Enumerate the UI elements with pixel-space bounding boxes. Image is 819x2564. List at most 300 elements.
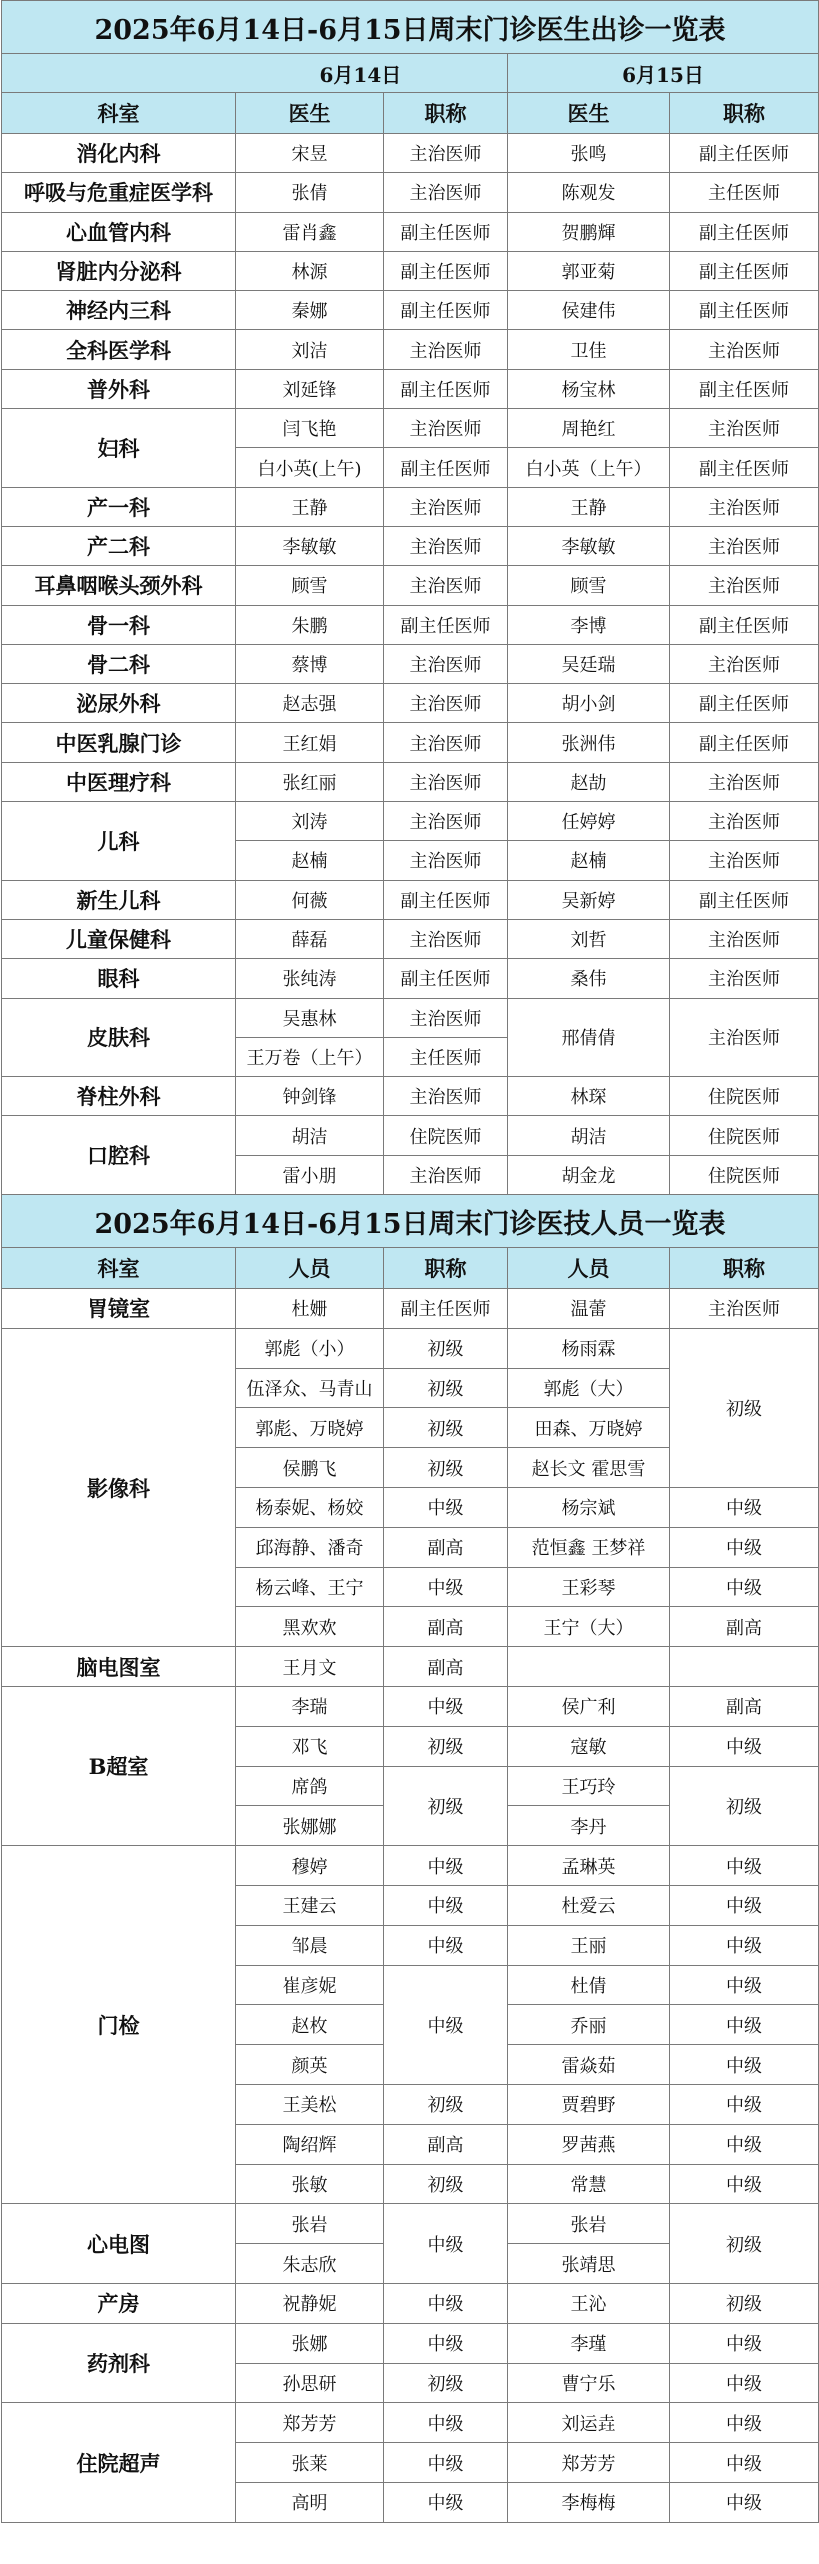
table-cell: 李博 — [508, 605, 670, 644]
table-cell: 赵楠 — [508, 841, 670, 880]
table-cell: 何薇 — [236, 880, 384, 919]
table-cell: 副主任医师 — [384, 212, 508, 251]
table-cell: 住院医师 — [670, 1116, 819, 1155]
table-cell: 主治医师 — [670, 409, 819, 448]
department-cell: 住院超声 — [2, 2403, 236, 2522]
table-cell: 中级 — [384, 2323, 508, 2363]
table-cell: 罗茜燕 — [508, 2124, 670, 2164]
table-cell: 初级 — [384, 1328, 508, 1368]
doctor-row — [2, 605, 819, 644]
table-cell: 初级 — [384, 1448, 508, 1488]
table-cell: 主治医师 — [670, 959, 819, 998]
table-cell: 副主任医师 — [384, 1289, 508, 1329]
table-cell: 郑芳芳 — [508, 2443, 670, 2483]
table-cell: 杜爱云 — [508, 1885, 670, 1925]
table-cell: 颜英 — [236, 2045, 384, 2085]
table-cell: 白小英（上午） — [508, 448, 670, 487]
table-cell: 主治医师 — [670, 998, 819, 1077]
table-cell: 主治医师 — [384, 723, 508, 762]
table-cell: 中级 — [384, 1686, 508, 1726]
table-cell: 初级 — [384, 1368, 508, 1408]
table-cell: 副主任医师 — [670, 291, 819, 330]
table-cell: 主治医师 — [670, 919, 819, 958]
department-cell: 眼科 — [2, 959, 236, 998]
table-cell: 杨宝林 — [508, 369, 670, 408]
table-cell: 孙思研 — [236, 2363, 384, 2403]
table-cell: 主任医师 — [384, 1037, 508, 1076]
department-cell: 新生儿科 — [2, 880, 236, 919]
table-cell: 副主任医师 — [384, 605, 508, 644]
table-cell: 刘洁 — [236, 330, 384, 369]
table-cell: 杨云峰、王宁 — [236, 1567, 384, 1607]
table-cell: 初级 — [670, 2283, 819, 2323]
table-cell: 邢倩倩 — [508, 998, 670, 1077]
table-cell: 张娜 — [236, 2323, 384, 2363]
table-cell: 张娜娜 — [236, 1806, 384, 1846]
table-cell: 侯建伟 — [508, 291, 670, 330]
table-cell: 高明 — [236, 2482, 384, 2522]
table-cell: 王静 — [508, 487, 670, 526]
table-cell: 主治医师 — [384, 1077, 508, 1116]
doctor-row — [2, 684, 819, 723]
table-cell: 中级 — [384, 2283, 508, 2323]
header-title2: 职称 — [670, 1248, 819, 1289]
table-cell: 中级 — [670, 2124, 819, 2164]
department-cell: 神经内三科 — [2, 291, 236, 330]
table-cell: 中级 — [670, 1925, 819, 1965]
table-cell: 主治医师 — [384, 330, 508, 369]
doctor-row — [2, 1116, 819, 1155]
table-cell: 副主任医师 — [670, 684, 819, 723]
header-staff2: 人员 — [508, 1248, 670, 1289]
doctor-row — [2, 526, 819, 565]
table-cell: 中级 — [670, 2045, 819, 2085]
table-cell: 蔡博 — [236, 644, 384, 683]
table-cell: 邹晨 — [236, 1925, 384, 1965]
table-cell: 宋昱 — [236, 134, 384, 173]
table-cell: 副主任医师 — [384, 448, 508, 487]
table-cell: 任婷婷 — [508, 802, 670, 841]
table-cell: 穆婷 — [236, 1846, 384, 1886]
department-cell: 产一科 — [2, 487, 236, 526]
table-cell: 周艳红 — [508, 409, 670, 448]
table-cell: 胡金龙 — [508, 1155, 670, 1194]
table-cell: 桑伟 — [508, 959, 670, 998]
table-cell: 副主任医师 — [670, 605, 819, 644]
table-cell: 郭彪（大） — [508, 1368, 670, 1408]
table-cell: 胡洁 — [236, 1116, 384, 1155]
doctor-row — [2, 330, 819, 369]
table-cell: 田森、万晓婷 — [508, 1408, 670, 1448]
table-cell: 席鸽 — [236, 1766, 384, 1806]
table-cell: 中级 — [384, 1885, 508, 1925]
doctor-row — [2, 880, 819, 919]
table-cell: 吴廷瑞 — [508, 644, 670, 683]
table-cell: 中级 — [384, 2482, 508, 2522]
date-header-row — [2, 54, 819, 93]
table-cell: 乔丽 — [508, 2005, 670, 2045]
department-cell: 消化内科 — [2, 134, 236, 173]
table-cell: 刘哲 — [508, 919, 670, 958]
table-cell: 黑欢欢 — [236, 1607, 384, 1647]
date-day1-cell — [319, 54, 508, 93]
header-title-day1: 职称 — [384, 93, 508, 134]
table-cell: 赵长文 霍思雪 — [508, 1448, 670, 1488]
table-cell: 主治医师 — [384, 409, 508, 448]
table-cell: 雷肖鑫 — [236, 212, 384, 251]
table-cell: 刘涛 — [236, 802, 384, 841]
schedule-document — [1, 0, 818, 2523]
table-cell: 李瑞 — [236, 1686, 384, 1726]
table-cell: 主治医师 — [384, 566, 508, 605]
table-cell: 中级 — [384, 2443, 508, 2483]
table-cell: 李敏敏 — [236, 526, 384, 565]
table-cell: 中级 — [384, 1846, 508, 1886]
department-cell: 脑电图室 — [2, 1647, 236, 1687]
table-cell: 薛磊 — [236, 919, 384, 958]
table-cell: 中级 — [670, 2323, 819, 2363]
header-title1: 职称 — [384, 1248, 508, 1289]
table-cell: 王美松 — [236, 2084, 384, 2124]
table-cell: 主治医师 — [384, 173, 508, 212]
table-cell: 副主任医师 — [384, 291, 508, 330]
table-cell — [508, 1647, 670, 1687]
department-cell: 骨二科 — [2, 644, 236, 683]
table-cell: 孟琳英 — [508, 1846, 670, 1886]
table-cell: 主任医师 — [670, 173, 819, 212]
doctor-row — [2, 173, 819, 212]
table-cell: 中级 — [384, 2204, 508, 2284]
table-cell: 副主任医师 — [670, 134, 819, 173]
department-cell: 中医理疗科 — [2, 762, 236, 801]
department-cell: 妇科 — [2, 409, 236, 488]
tech-row — [2, 2403, 819, 2443]
table-cell: 杨宗斌 — [508, 1488, 670, 1528]
table-cell: 杨雨霖 — [508, 1328, 670, 1368]
tech-row — [2, 2283, 819, 2323]
department-cell: 肾脏内分泌科 — [2, 251, 236, 290]
table-cell: 中级 — [384, 1567, 508, 1607]
doctor-row — [2, 134, 819, 173]
table-cell: 秦娜 — [236, 291, 384, 330]
table-cell: 赵楠 — [236, 841, 384, 880]
table-cell: 副高 — [384, 1647, 508, 1687]
table-cell: 张岩 — [236, 2204, 384, 2244]
table-cell: 主治医师 — [670, 1289, 819, 1329]
doctor-row — [2, 919, 819, 958]
table-cell: 王月文 — [236, 1647, 384, 1687]
table-cell: 副主任医师 — [384, 251, 508, 290]
schedule-table — [1, 0, 819, 2523]
table-cell: 伍泽众、马青山 — [236, 1368, 384, 1408]
table-cell: 卫佳 — [508, 330, 670, 369]
table-cell: 副高 — [384, 2124, 508, 2164]
table-cell: 朱鹏 — [236, 605, 384, 644]
table-cell: 副主任医师 — [384, 959, 508, 998]
table-cell: 朱志欣 — [236, 2244, 384, 2284]
table-cell: 邱海静、潘奇 — [236, 1527, 384, 1567]
doctor-row — [2, 369, 819, 408]
table-cell: 中级 — [384, 1925, 508, 1965]
department-cell: 口腔科 — [2, 1116, 236, 1195]
tech-row — [2, 1846, 819, 1886]
table-cell: 主治医师 — [670, 487, 819, 526]
table-cell: 赵劼 — [508, 762, 670, 801]
table-cell: 陶绍辉 — [236, 2124, 384, 2164]
department-cell: 心血管内科 — [2, 212, 236, 251]
table-cell — [670, 1647, 819, 1687]
table-cell: 范恒鑫 王梦祥 — [508, 1527, 670, 1567]
department-cell: 门检 — [2, 1846, 236, 2204]
department-cell: 影像科 — [2, 1328, 236, 1646]
table-cell: 初级 — [670, 2204, 819, 2284]
table-cell: 副主任医师 — [670, 448, 819, 487]
department-cell: 脊柱外科 — [2, 1077, 236, 1116]
doctor-table-title: 2025年6月14日-6月15日周末门诊医生出诊一览表 — [2, 1, 819, 54]
table-cell: 中级 — [670, 2084, 819, 2124]
doctor-row — [2, 409, 819, 448]
table-cell: 中级 — [670, 1885, 819, 1925]
table-cell: 中级 — [670, 1527, 819, 1567]
table-cell: 副主任医师 — [670, 251, 819, 290]
table-cell: 李瑾 — [508, 2323, 670, 2363]
table-cell: 主治医师 — [384, 684, 508, 723]
table-cell: 主治医师 — [384, 919, 508, 958]
tech-row — [2, 1289, 819, 1329]
table-cell: 崔彦妮 — [236, 1965, 384, 2005]
tech-row — [2, 1686, 819, 1726]
table-cell: 杜姗 — [236, 1289, 384, 1329]
department-cell: 药剂科 — [2, 2323, 236, 2403]
header-dept: 科室 — [2, 93, 236, 134]
department-cell: 全科医学科 — [2, 330, 236, 369]
tech-column-header-row — [2, 1248, 819, 1289]
header-title-day2: 职称 — [670, 93, 819, 134]
header-dept: 科室 — [2, 1248, 236, 1289]
tech-row — [2, 2204, 819, 2244]
table-cell: 常慧 — [508, 2164, 670, 2204]
tech-row — [2, 1328, 819, 1368]
table-cell: 赵枚 — [236, 2005, 384, 2045]
table-cell: 贺鹏輝 — [508, 212, 670, 251]
table-cell: 赵志强 — [236, 684, 384, 723]
table-cell: 副主任医师 — [670, 723, 819, 762]
table-cell: 张敏 — [236, 2164, 384, 2204]
table-cell: 王建云 — [236, 1885, 384, 1925]
department-cell: 儿童保健科 — [2, 919, 236, 958]
table-cell: 住院医师 — [384, 1116, 508, 1155]
tech-table-title: 2025年6月14日-6月15日周末门诊医技人员一览表 — [2, 1195, 819, 1248]
table-cell: 张纯涛 — [236, 959, 384, 998]
department-cell: 心电图 — [2, 2204, 236, 2284]
table-cell: 初级 — [670, 1766, 819, 1846]
table-cell: 中级 — [670, 2403, 819, 2443]
table-cell: 中级 — [384, 1488, 508, 1528]
table-cell: 初级 — [384, 2164, 508, 2204]
department-cell: 儿科 — [2, 802, 236, 881]
department-cell: 胃镜室 — [2, 1289, 236, 1329]
tech-row — [2, 2323, 819, 2363]
doctor-row — [2, 998, 819, 1037]
table-cell: 温蕾 — [508, 1289, 670, 1329]
table-cell: 杨泰妮、杨姣 — [236, 1488, 384, 1528]
table-cell: 中级 — [384, 1965, 508, 2084]
table-cell: 邓飞 — [236, 1726, 384, 1766]
table-cell: 初级 — [670, 1328, 819, 1487]
table-cell: 中级 — [670, 2443, 819, 2483]
table-cell: 主治医师 — [670, 330, 819, 369]
table-cell: 主治医师 — [384, 1155, 508, 1194]
table-cell: 主治医师 — [384, 841, 508, 880]
table-cell: 林源 — [236, 251, 384, 290]
department-cell: 耳鼻咽喉头颈外科 — [2, 566, 236, 605]
table-cell: 初级 — [384, 1766, 508, 1846]
table-cell: 刘运垚 — [508, 2403, 670, 2443]
table-cell: 副高 — [670, 1607, 819, 1647]
department-cell: 皮肤科 — [2, 998, 236, 1077]
table-cell: 祝静妮 — [236, 2283, 384, 2323]
table-cell: 副主任医师 — [384, 369, 508, 408]
table-cell: 主治医师 — [670, 566, 819, 605]
table-cell: 中级 — [670, 1726, 819, 1766]
date-day2-cell — [508, 54, 819, 93]
table-cell: 白小英(上午) — [236, 448, 384, 487]
department-cell: 泌尿外科 — [2, 684, 236, 723]
table-cell: 李敏敏 — [508, 526, 670, 565]
table-cell: 主治医师 — [670, 802, 819, 841]
table-cell: 住院医师 — [670, 1077, 819, 1116]
table-cell: 主治医师 — [384, 762, 508, 801]
table-cell: 顾雪 — [236, 566, 384, 605]
date-day1: 6月14日 — [319, 62, 402, 87]
table-cell: 胡小剑 — [508, 684, 670, 723]
department-cell: 骨一科 — [2, 605, 236, 644]
table-cell: 住院医师 — [670, 1155, 819, 1194]
table-cell: 郭彪（小） — [236, 1328, 384, 1368]
table-cell: 王宁（大） — [508, 1607, 670, 1647]
table-cell: 副高 — [670, 1686, 819, 1726]
department-cell: 呼吸与危重症医学科 — [2, 173, 236, 212]
table-cell: 副主任医师 — [670, 880, 819, 919]
doctor-row — [2, 723, 819, 762]
table-cell: 李丹 — [508, 1806, 670, 1846]
table-cell: 张鸣 — [508, 134, 670, 173]
table-cell: 王静 — [236, 487, 384, 526]
table-cell: 初级 — [384, 1408, 508, 1448]
table-cell: 吴惠林 — [236, 998, 384, 1037]
table-cell: 胡洁 — [508, 1116, 670, 1155]
table-cell: 主治医师 — [670, 762, 819, 801]
table-cell: 中级 — [670, 1965, 819, 2005]
doctor-row — [2, 291, 819, 330]
table-cell: 寇敏 — [508, 1726, 670, 1766]
doctor-row — [2, 959, 819, 998]
table-cell: 王红娟 — [236, 723, 384, 762]
table-cell: 顾雪 — [508, 566, 670, 605]
table-cell: 主治医师 — [384, 644, 508, 683]
table-cell: 曹宁乐 — [508, 2363, 670, 2403]
table-cell: 主治医师 — [384, 998, 508, 1037]
table-cell: 雷焱茹 — [508, 2045, 670, 2085]
table-cell: 中级 — [670, 2363, 819, 2403]
table-cell: 李梅梅 — [508, 2482, 670, 2522]
table-cell: 王沁 — [508, 2283, 670, 2323]
table-cell: 主治医师 — [670, 644, 819, 683]
table-cell: 中级 — [670, 2482, 819, 2522]
tech-row — [2, 1647, 819, 1687]
table-cell: 郭亚菊 — [508, 251, 670, 290]
table-cell: 陈观发 — [508, 173, 670, 212]
table-cell: 闫飞艳 — [236, 409, 384, 448]
table-cell: 主治医师 — [670, 526, 819, 565]
table-cell: 林琛 — [508, 1077, 670, 1116]
department-cell: 产房 — [2, 2283, 236, 2323]
header-doctor-day1: 医生 — [236, 93, 384, 134]
table-cell: 中级 — [670, 1488, 819, 1528]
table-cell: 中级 — [670, 1567, 819, 1607]
doctor-row — [2, 251, 819, 290]
table-cell: 中级 — [670, 2005, 819, 2045]
table-cell: 副主任医师 — [384, 880, 508, 919]
doctor-row — [2, 212, 819, 251]
table-cell: 中级 — [670, 1846, 819, 1886]
table-cell: 王万卷（上午） — [236, 1037, 384, 1076]
header-staff1: 人员 — [236, 1248, 384, 1289]
table-cell: 贾碧野 — [508, 2084, 670, 2124]
table-cell: 侯鹏飞 — [236, 1448, 384, 1488]
doctor-column-header-row — [2, 93, 819, 134]
table-cell: 中级 — [384, 2403, 508, 2443]
table-cell: 张倩 — [236, 173, 384, 212]
tech-table-title-row — [2, 1195, 819, 1248]
table-cell: 主治医师 — [670, 841, 819, 880]
date-day2: 6月15日 — [622, 62, 704, 87]
table-cell: 侯广利 — [508, 1686, 670, 1726]
department-cell: B超室 — [2, 1686, 236, 1845]
table-cell: 主治医师 — [384, 802, 508, 841]
table-cell: 初级 — [384, 2084, 508, 2124]
doctor-row — [2, 762, 819, 801]
doctor-row — [2, 1077, 819, 1116]
department-cell: 产二科 — [2, 526, 236, 565]
table-cell: 主治医师 — [384, 526, 508, 565]
table-cell: 王丽 — [508, 1925, 670, 1965]
table-cell: 王彩琴 — [508, 1567, 670, 1607]
table-cell: 副高 — [384, 1527, 508, 1567]
table-cell: 副高 — [384, 1607, 508, 1647]
table-cell: 钟剑锋 — [236, 1077, 384, 1116]
table-cell: 刘延锋 — [236, 369, 384, 408]
doctor-table-title-row — [2, 1, 819, 54]
table-cell: 雷小朋 — [236, 1155, 384, 1194]
doctor-row — [2, 644, 819, 683]
doctor-row — [2, 487, 819, 526]
table-cell: 张洲伟 — [508, 723, 670, 762]
header-doctor-day2: 医生 — [508, 93, 670, 134]
table-cell: 王巧玲 — [508, 1766, 670, 1806]
table-cell: 张靖思 — [508, 2244, 670, 2284]
table-cell: 初级 — [384, 1726, 508, 1766]
table-cell: 郭彪、万晓婷 — [236, 1408, 384, 1448]
department-cell: 普外科 — [2, 369, 236, 408]
department-cell: 中医乳腺门诊 — [2, 723, 236, 762]
table-cell: 中级 — [670, 2164, 819, 2204]
doctor-row — [2, 802, 819, 841]
table-cell: 初级 — [384, 2363, 508, 2403]
table-cell: 张莱 — [236, 2443, 384, 2483]
table-cell: 张岩 — [508, 2204, 670, 2244]
table-cell: 主治医师 — [384, 134, 508, 173]
